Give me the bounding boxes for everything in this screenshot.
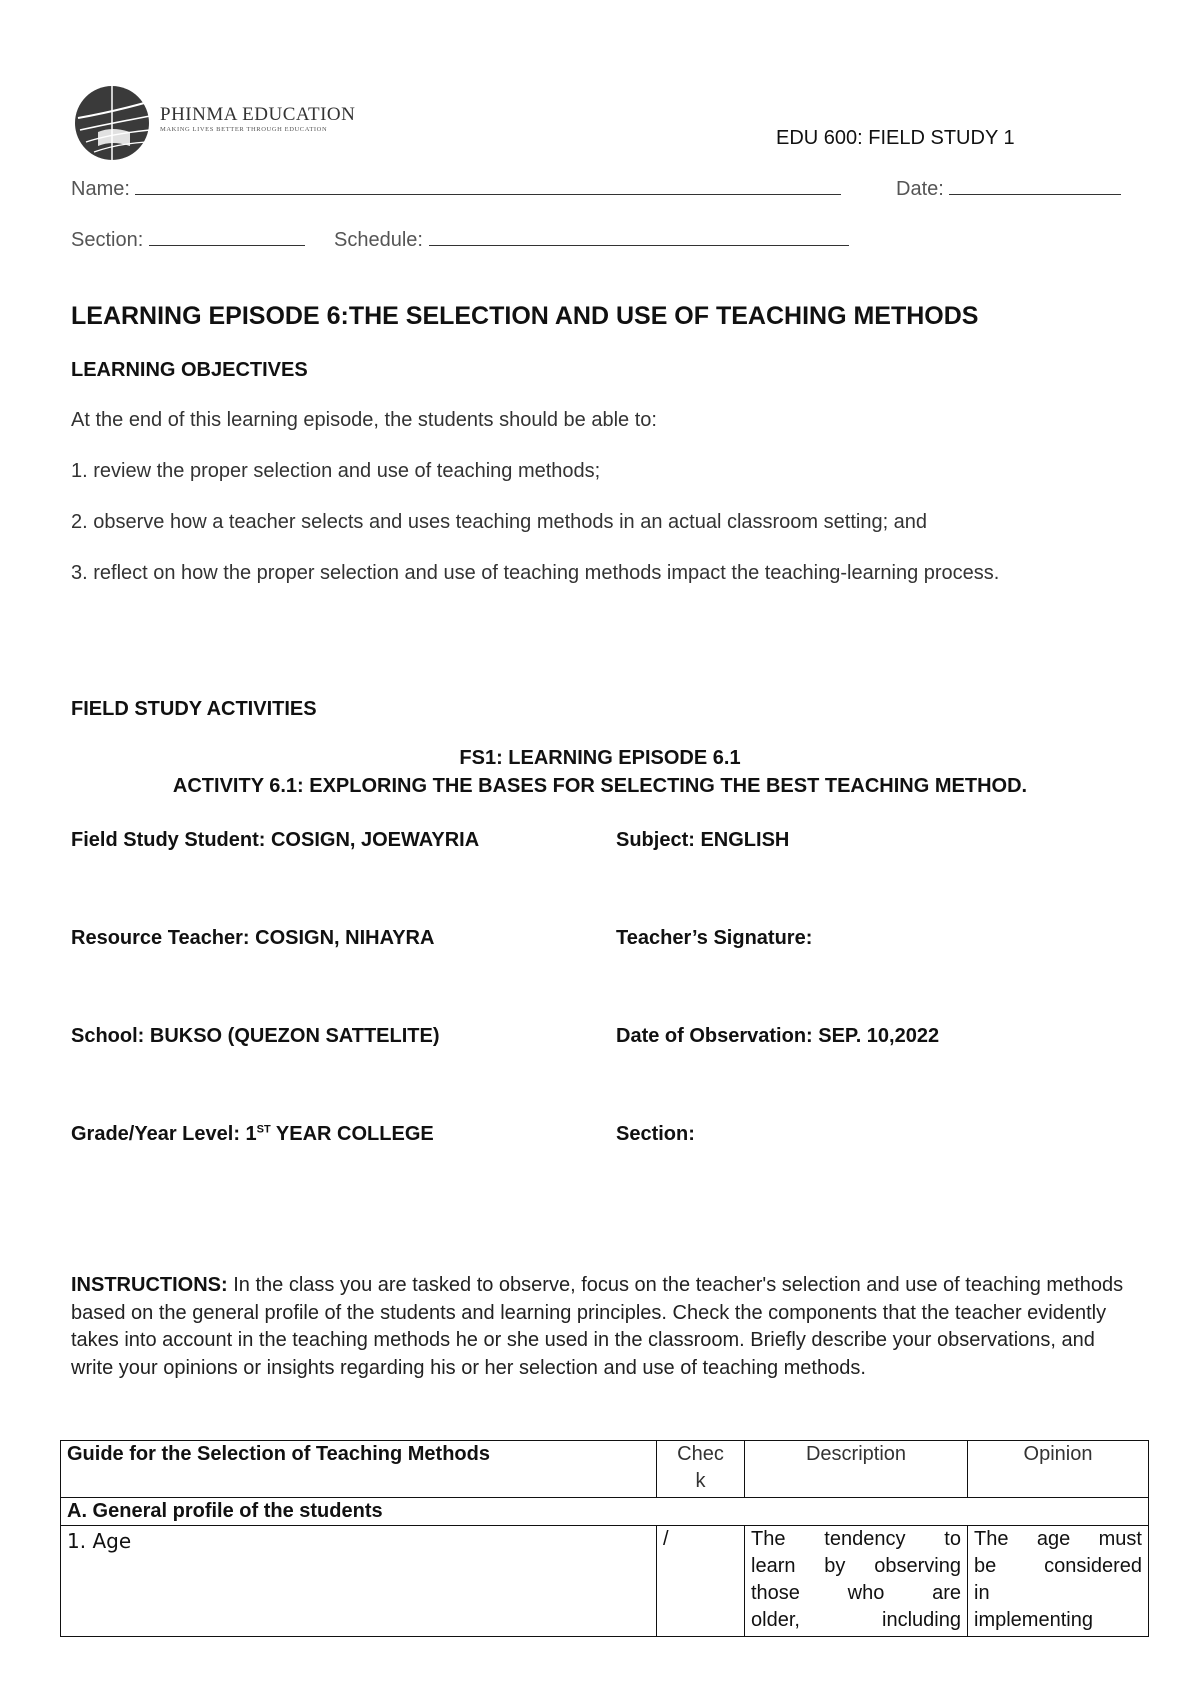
row-opinion[interactable] xyxy=(968,1526,1149,1637)
field-study-student: Field Study Student: COSIGN, JOEWAYRIA xyxy=(71,829,480,851)
resource-teacher: Resource Teacher: COSIGN, NIHAYRA xyxy=(71,927,435,949)
section-label: Section: xyxy=(71,229,144,251)
schedule-blank[interactable] xyxy=(429,229,849,246)
opinion-line-2: be considered xyxy=(974,1555,1142,1577)
opinion-line-3: in xyxy=(974,1582,990,1604)
schedule-row xyxy=(334,229,849,252)
section-blank[interactable] xyxy=(149,229,305,246)
row-check[interactable]: / xyxy=(657,1526,745,1637)
description-line-1: The tendency to xyxy=(751,1528,961,1550)
opinion-line-1: The age must xyxy=(974,1528,1142,1550)
table-row xyxy=(61,1526,1149,1637)
page-title: LEARNING EPISODE 6:THE SELECTION AND USE OF TEACHING METHODS xyxy=(71,302,979,330)
opinion-line-4: implementing xyxy=(974,1609,1093,1631)
objectives-intro: At the end of this learning episode, the students should be able to: xyxy=(71,409,657,431)
instructions-text: In the class you are tasked to observe, focus on the teacher's selection and use of teaching methods based on the general profile of the students and learning principles. Check the components that the teacher evidently takes into account in the teaching methods he or she used in the classroom. Briefly describe your observations, and write your opinions or insights regarding his or her selection and use of teaching methods. xyxy=(71,1274,1124,1379)
logo-tagline: MAKING LIVES BETTER THROUGH EDUCATION xyxy=(160,126,328,133)
school: School: BUKSO (QUEZON SATTELITE) xyxy=(71,1025,440,1047)
header-guide: Guide for the Selection of Teaching Methods xyxy=(61,1441,657,1498)
row-description[interactable] xyxy=(745,1526,968,1637)
date-blank[interactable] xyxy=(949,178,1121,195)
phinma-globe-icon xyxy=(72,82,154,164)
header-opinion: Opinion xyxy=(968,1441,1149,1498)
teacher-signature: Teacher’s Signature: xyxy=(616,927,813,949)
activity-heading: ACTIVITY 6.1: EXPLORING THE BASES FOR SELECTING THE BEST TEACHING METHOD. xyxy=(172,775,1028,797)
table-header-row xyxy=(61,1441,1149,1498)
header-check xyxy=(657,1441,745,1498)
objectives-heading: LEARNING OBJECTIVES xyxy=(71,359,308,381)
instructions-label: INSTRUCTIONS: xyxy=(71,1274,228,1296)
description-line-4: older, including xyxy=(751,1609,961,1631)
activities-heading: FIELD STUDY ACTIVITIES xyxy=(71,698,317,720)
name-blank[interactable] xyxy=(135,178,841,195)
logo-name: PHINMA EDUCATION xyxy=(160,104,356,125)
row-item-age: 1. Age xyxy=(61,1526,657,1637)
date-row xyxy=(896,178,1121,201)
header-check-line2: k xyxy=(695,1470,706,1492)
objective-item-2: 2. observe how a teacher selects and uses teaching methods in an actual classroom setting; and xyxy=(71,511,928,533)
course-code: EDU 600: FIELD STUDY 1 xyxy=(776,127,1015,149)
section-row xyxy=(71,229,305,252)
description-line-3: those who are xyxy=(751,1582,961,1604)
date-of-observation: Date of Observation: SEP. 10,2022 xyxy=(616,1025,940,1047)
grade-ordinal: ST xyxy=(256,1123,271,1136)
section-a-label: A. General profile of the students xyxy=(61,1498,1149,1526)
description-line-2: learn by observing xyxy=(751,1555,961,1577)
date-label: Date: xyxy=(896,178,944,200)
section-field: Section: xyxy=(616,1123,695,1145)
subject: Subject: ENGLISH xyxy=(616,829,790,851)
name-row xyxy=(71,178,841,201)
episode-heading: FS1: LEARNING EPISODE 6.1 xyxy=(459,747,741,769)
phinma-logo xyxy=(72,82,372,164)
name-label: Name: xyxy=(71,178,130,200)
header-description: Description xyxy=(745,1441,968,1498)
header-check-line1: Chec xyxy=(677,1443,724,1465)
instructions xyxy=(71,1272,1131,1382)
grade-prefix: Grade/Year Level: 1 xyxy=(71,1123,257,1145)
grade-year-level xyxy=(71,1123,434,1146)
schedule-label: Schedule: xyxy=(334,229,423,251)
objective-item-3: 3. reflect on how the proper selection and use of teaching methods impact the teaching-learning process. xyxy=(71,562,1000,584)
objective-item-1: 1. review the proper selection and use of teaching methods; xyxy=(71,460,601,482)
grade-suffix: YEAR COLLEGE xyxy=(270,1123,434,1145)
selection-guide-table xyxy=(60,1440,1149,1637)
section-a-row xyxy=(61,1498,1149,1526)
